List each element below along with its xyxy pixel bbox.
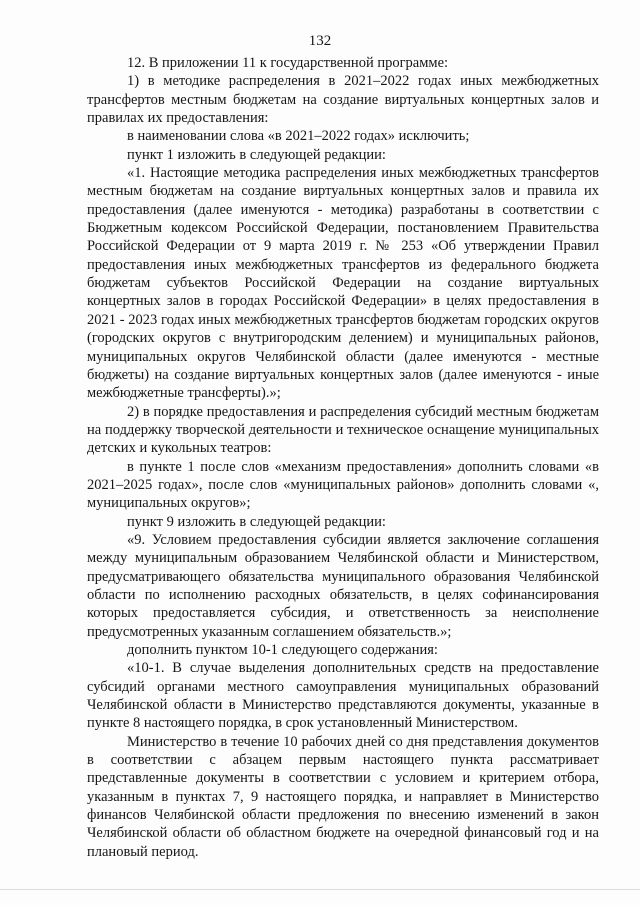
- page-bottom-divider: [0, 889, 640, 890]
- paragraph-point-9-text: «9. Условием предоставления субсидии является заключение соглашения между муниципальным образованием Челябинской области и Министерством, предусматривающего обязательства муниципального образования Челябинской области по исполнению расходных обязательств, в целях софинансирования которых предоставляется субсидия, и ответственность за неисполнение предусмотренных указанным соглашением обязательств.»;: [87, 531, 599, 640]
- document-body: [87, 54, 599, 861]
- paragraph-point-10-1-text: «10-1. В случае выделения дополнительных средств на предоставление субсидий органами местного самоуправления муниципальных образований Челябинской области в Министерство представляются документы, указанные в пункте 8 настоящего порядка, в срок установленный Министерством.: [87, 660, 599, 732]
- paragraph-item-2: 2) в порядке предоставления и распределения субсидий местным бюджетам на поддержку творческой деятельности и техническое оснащение муниципальных детских и кукольных театров:: [87, 403, 599, 457]
- paragraph-title-change: в наименовании слова «в 2021–2022 годах» исключить;: [127, 128, 470, 145]
- paragraph-point-10-1-intro: дополнить пунктом 10-1 следующего содержания:: [127, 642, 438, 658]
- paragraph-point-1-amend: в пункте 1 после слов «механизм предоставления» дополнить словами «в 2021–2025 годах», после слов «муниципальных районов» дополнить словами «, муниципальных округов»;: [87, 458, 599, 512]
- paragraph-section-heading: 12. В приложении 11 к государственной программе:: [127, 55, 449, 71]
- paragraph-point-1-text: «1. Настоящие методика распределения иных межбюджетных трансфертов местным бюджетам на создание виртуальных концертных залов и правила их предоставления (далее именуются - методика) разработаны в соответствии с Бюджетным кодексом Российской Федерации, постановлением Правительства Российской Федерации от 9 марта 2019 г. № 253 «Об утверждении Правил предоставления иных межбюджетных трансфертов из федерального бюджета бюджетам субъектов Российской Федерации на создание виртуальных концертных залов в городах Российской Федерации» в целях предоставления в 2021 - 2023 годах иных межбюджетных трансфертов бюджетам городских округов (городских округов с внутригородским делением) и муниципальных районов, муниципальных округов Челябинской области (далее именуются - местные бюджеты) на создание виртуальных концертных залов (далее именуются - иные межбюджетные трансферты).»;: [87, 165, 599, 402]
- paragraph-ministry-review: Министерство в течение 10 рабочих дней со дня представления документов в соответствии с абзацем первым настоящего пункта рассматривает представленные документы в соответствии с условием и критерием отбора, указанным в пунктах 7, 9 настоящего порядка, и направляет в Министерство финансов Челябинской области предложения по внесению изменений в закон Челябинской области об областном бюджете на очередной финансовый год и на плановый период.: [87, 733, 599, 860]
- page-number: 132: [308, 33, 332, 49]
- paragraph-item-1: 1) в методике распределения в 2021–2022 годах иных межбюджетных трансфертов местным бюджетам на создание виртуальных концертных залов и правилах их предоставления:: [87, 73, 599, 127]
- paragraph-point-9-intro: пункт 9 изложить в следующей редакции:: [127, 513, 386, 530]
- paragraph-point-1-intro: пункт 1 изложить в следующей редакции:: [127, 146, 386, 163]
